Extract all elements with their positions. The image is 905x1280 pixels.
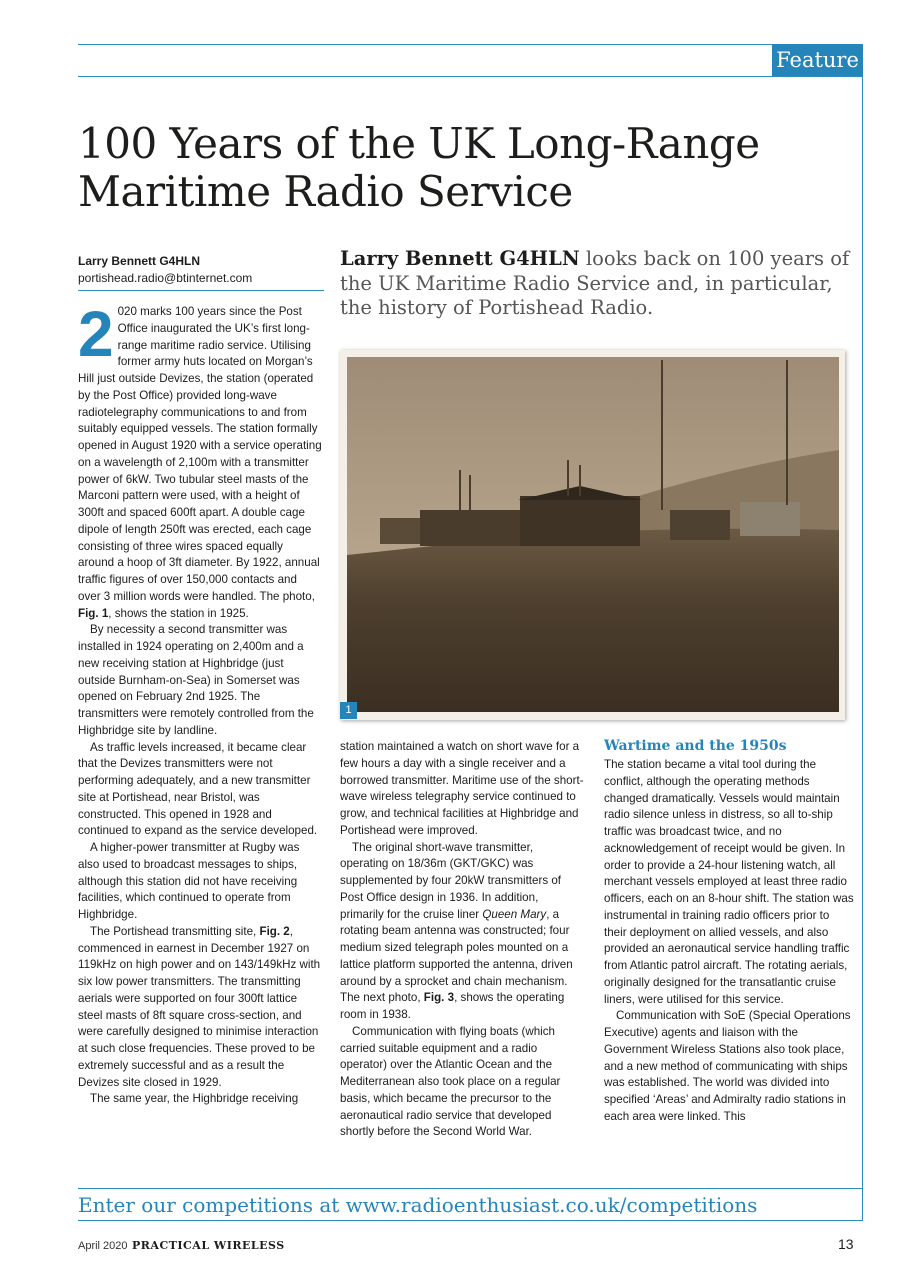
body-paragraph: A higher-power transmitter at Rugby was also used to broadcast messages to ships, although this station did not have receiving facilities, which continued to operate from Highbridge. (78, 841, 300, 921)
body-paragraph: As traffic levels increased, it became clear that the Devizes transmitters were not performing adequately, and a new transmitter site at Portishead, near Bristol, was constructed. This opened in 1928 and continued to expand as the service developed. (78, 740, 318, 838)
magazine-name: PRACTICAL WIRELESS (132, 1239, 285, 1252)
body-paragraph: The same year, the Highbridge receiving (90, 1092, 299, 1106)
section-subhead: Wartime and the 1950s (604, 738, 787, 754)
issue-date: April 2020 (78, 1240, 128, 1252)
author-name: Larry Bennett G4HLN (78, 254, 201, 268)
body-paragraph: Communication with SoE (Special Operations Executive) agents and liaison with the Government Wireless Stations also took place, and a new method of communicating with ships was established. The world was divided into specified ‘Areas’ and Admiralty radio stations in each area were linked. This (604, 1009, 851, 1123)
column-3 (604, 736, 854, 1126)
body-paragraph: Communication with flying boats (which carried suitable equipment and a radio operator) over the Atlantic Ocean and the Mediterranean also took place on a regular basis, which became the precursor to the aeronautical radio service that developed shortly before the Second World War. (340, 1024, 561, 1139)
byline-rule (78, 290, 324, 291)
fig-2-ref: Fig. 2 (259, 924, 290, 938)
standfirst (340, 247, 855, 321)
author-email[interactable]: portishead.radio@btinternet.com (78, 271, 253, 285)
column-2 (340, 739, 584, 1141)
figure-1-photo (340, 350, 845, 720)
figure-number-badge: 1 (340, 702, 357, 719)
station-photo-illustration (340, 350, 845, 720)
body-paragraph: The original short-wave transmitter, operating on 18/36m (GKT/GKC) was supplemented by four 20kW transmitters of Post Office design in 1936. In addition, primarily for the cruise liner Queen Mary, a rotating beam antenna was constructed; four medium sized telegraph poles mounted on a lattice platform supported the antenna, driven around by a sprocket and chain mechanism. The next photo, Fig. 3, shows the operating room in 1938. (340, 840, 573, 1021)
fig-1-ref: Fig. 1 (78, 606, 109, 620)
ship-name: Queen Mary (482, 907, 547, 921)
standfirst-author: Larry Bennett G4HLN (340, 247, 580, 270)
standfirst-text: looks back on 100 years of the UK Maritime Radio Service and, in particular, the history of Portishead Radio. (340, 247, 850, 319)
footer-banner-top-rule (78, 1188, 863, 1189)
body-paragraph: The station became a vital tool during the conflict, although the operating methods changed dramatically. Vessels would maintain radio silence unless in distress, so all to-ship traffic was broadcast twice, and no acknowledgement of receipt would be given. In order to provide a 24-hour listening watch, all merchant vessels employed at least three radio officers, each on an 8-hour shift. The station was instrumental in training radio officers prior to their deployment on allied vessels, and also provided an aeronautical service handling traffic from Atlantic patrol aircraft. The rotating aerials, originally designed for the transatlantic cruise liners, were utilised for this service. (604, 758, 854, 1006)
article-headline: 100 Years of the UK Long-Range Maritime Radio Service (78, 119, 760, 216)
body-paragraph: station maintained a watch on short wave for a few hours a day with a single receiver and a borrowed transmitter. Maritime use of the short-wave wireless telegraphy service continued to grow, and technical facilities at Highbridge and Portishead were improved. (340, 740, 584, 837)
right-border (862, 76, 863, 1220)
competitions-banner[interactable]: Enter our competitions at www.radioenthusiast.co.uk/competitions (78, 1193, 758, 1217)
body-paragraph: The Portishead transmitting site, Fig. 2, commenced in earnest in December 1927 on 119kHz on high power and on 143/149kHz with six low power transmitters. The transmitting aerials were supported on four 300ft lattice steel masts of 8ft square cross-section, and were carefully designed to minimise interaction at such close frequencies. These proved to be extremely successful and as a result the Devizes site closed in 1929. (78, 924, 321, 1089)
dropcap: 2 (78, 298, 114, 370)
fig-3-ref: Fig. 3 (423, 991, 455, 1005)
body-paragraph: By necessity a second transmitter was installed in 1924 operating on 2,400m and a new receiving station at Highbridge (just outside Burnham-on-Sea) in Somerset was opened on February 2nd 1925. The transmitters were remotely controlled from the Highbridge site by landline. (78, 623, 314, 737)
section-tag: Feature (772, 44, 863, 76)
column-1 (78, 298, 322, 1108)
header-under-rule (78, 76, 863, 77)
intro-paragraph: 2 020 marks 100 years since the Post Office inaugurated the UK’s first long-range maritime radio service. Utilising former army huts located on Morgan’s Hill just outside Devizes, the station (operated by the Post Office) provided long-wave radiotelegraphy communications to and from suitably equipped vessels. The station formally opened in August 1920 with a service operating on a wavelength of 2,100m with a transmitter power of 6kW. Two tubular steel masts of the Marconi pattern were used, with a height of 300ft and spaced 600ft apart. A double cage dipole of length 250ft was erected, each cage consisting of three wires spaced equally around a hoop of 3ft diameter. By 1922, annual traffic figures of over 150,000 contacts and over 3 million words were handled. The photo, Fig. 1, shows the station in 1925. (78, 298, 322, 620)
top-rule (78, 44, 772, 45)
footer-banner-bottom-rule (78, 1220, 863, 1221)
page-number: 13 (838, 1236, 854, 1252)
